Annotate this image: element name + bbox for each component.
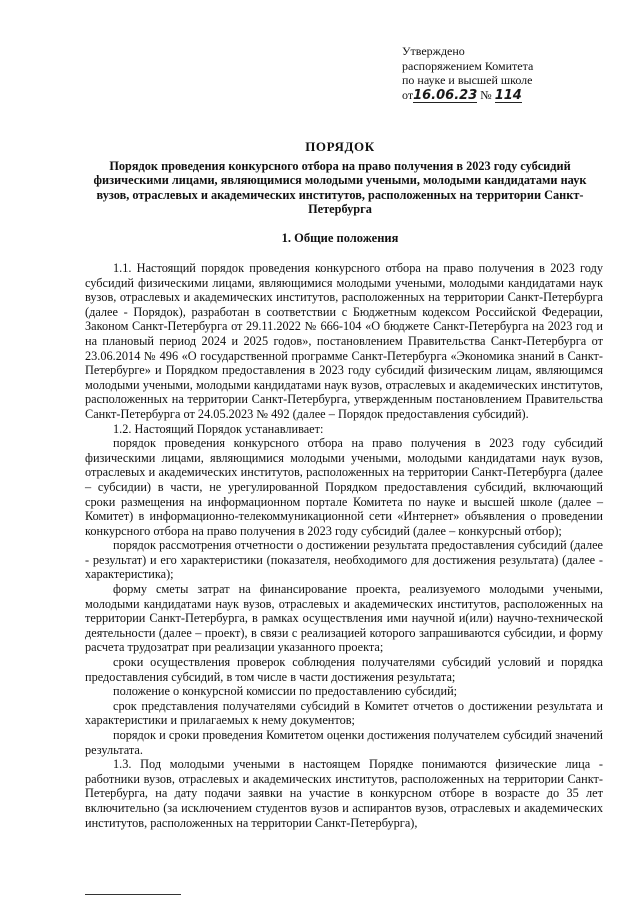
handwritten-date: 16.06.23 [413,87,478,103]
document-body [85,261,603,830]
paragraph: порядок проведения конкурсного отбора на право получения в 2023 году субсидий физическими лицами, являющимися молодыми учеными, молодыми кандидатами наук вузов, отраслевых и академических институтов, расположенных на территории Санкт-Петербурга (далее – субсидии) в части, не урегулированной Порядком предоставления субсидий, включающий сроки размещения на информационном портале Комитета по науке и высшей школе (далее – Комитет) в информационно-телекоммуникационной сети «Интернет» объявления о проведении конкурсного отбора на право получения в 2023 году субсидий (далее – конкурсный отбор); [85,436,603,538]
approval-date-number [402,88,533,103]
document-heading [60,140,620,217]
approval-line: распоряжением Комитета [402,58,534,73]
paragraph: 1.2. Настоящий Порядок устанавливает: [113,421,324,436]
document-title: ПОРЯДОК [305,139,375,154]
number-prefix: № [480,87,492,102]
approval-line: Утверждено [402,44,465,58]
approval-stamp [402,44,533,103]
handwritten-number: 114 [494,87,522,103]
paragraph: порядок рассмотрения отчетности о достижении результата предоставления субсидий (далее - результат) и его характеристики (показателя, необходимого для достижения результата) (далее - характеристика); [85,538,603,582]
paragraph: положение о конкурсной комиссии по предоставлению субсидий; [113,684,458,699]
paragraph: сроки осуществления проверок соблюдения получателями субсидий условий и порядка предоставления субсидий, в том числе в части достижения результата; [85,655,603,684]
paragraph: срок представления получателями субсидий в Комитет отчетов о достижении результата и характеристики и прилагаемых к нему документов; [85,698,603,728]
paragraph: форму сметы затрат на финансирование проекта, реализуемого молодыми учеными, молодыми кандидатами наук вузов, отраслевых и академических институтов, расположенных на территории Санкт-Петербурга, в рамках осуществления ими научной и(или) научно-технической деятельности (далее – проект), в связи с реализацией которого запрашиваются субсидии, и форму расчета трудозатрат при реализации указанного проекта; [85,582,603,655]
paragraph: 1.3. Под молодыми учеными в настоящем Порядке понимаются физические лица - работники вузов, отраслевых и академических институтов, расположенных на территории Санкт-Петербурга, на дату подачи заявки на участие в конкурсном отборе в возрасте до 35 лет включительно (за исключением студентов вузов и аспирантов вузов, отраслевых и академических институтов, расположенных на территории Санкт-Петербурга), [85,757,603,830]
footnote-rule [85,894,181,895]
paragraph: 1.1. Настоящий порядок проведения конкурсного отбора на право получения в 2023 году субсидий физическими лицами, являющимися молодыми учеными, молодыми кандидатами наук вузов, отраслевых и академических институтов, расположенных на территории Санкт-Петербурга (далее - Порядок), разработан в соответствии с Бюджетным кодексом Российской Федерации, Законом Санкт-Петербурга от 29.11.2022 № 666-104 «О бюджете Санкт-Петербурга на 2023 год и на плановый период 2024 и 2025 годов», постановлением Правительства Санкт-Петербурга от 23.06.2014 № 496 «О государственной программе Санкт-Петербурга «Экономика знаний в Санкт-Петербурге» и Порядком предоставления в 2023 году субсидий физическим лицам, являющимся молодыми учеными, молодыми кандидатами наук вузов, отраслевых и академических институтов, расположенных на территории Санкт-Петербурга, утвержденным постановлением Правительства Санкт-Петербурга от 24.05.2023 № 492 (далее – Порядок предоставления субсидий). [85,261,603,421]
section-title: 1. Общие положения [281,231,399,245]
date-prefix: от [402,87,414,102]
document-subtitle: Порядок проведения конкурсного отбора на право получения в 2023 году субсидий физическими лицами, являющимися молодыми учеными, молодыми кандидатами наук вузов, отраслевых и академических институтов, расположенных на территории Санкт-Петербурга [93,158,587,217]
approval-line: по науке и высшей школе [402,73,533,88]
paragraph: порядок и сроки проведения Комитетом оценки достижения получателем субсидий значений результата. [85,728,603,757]
